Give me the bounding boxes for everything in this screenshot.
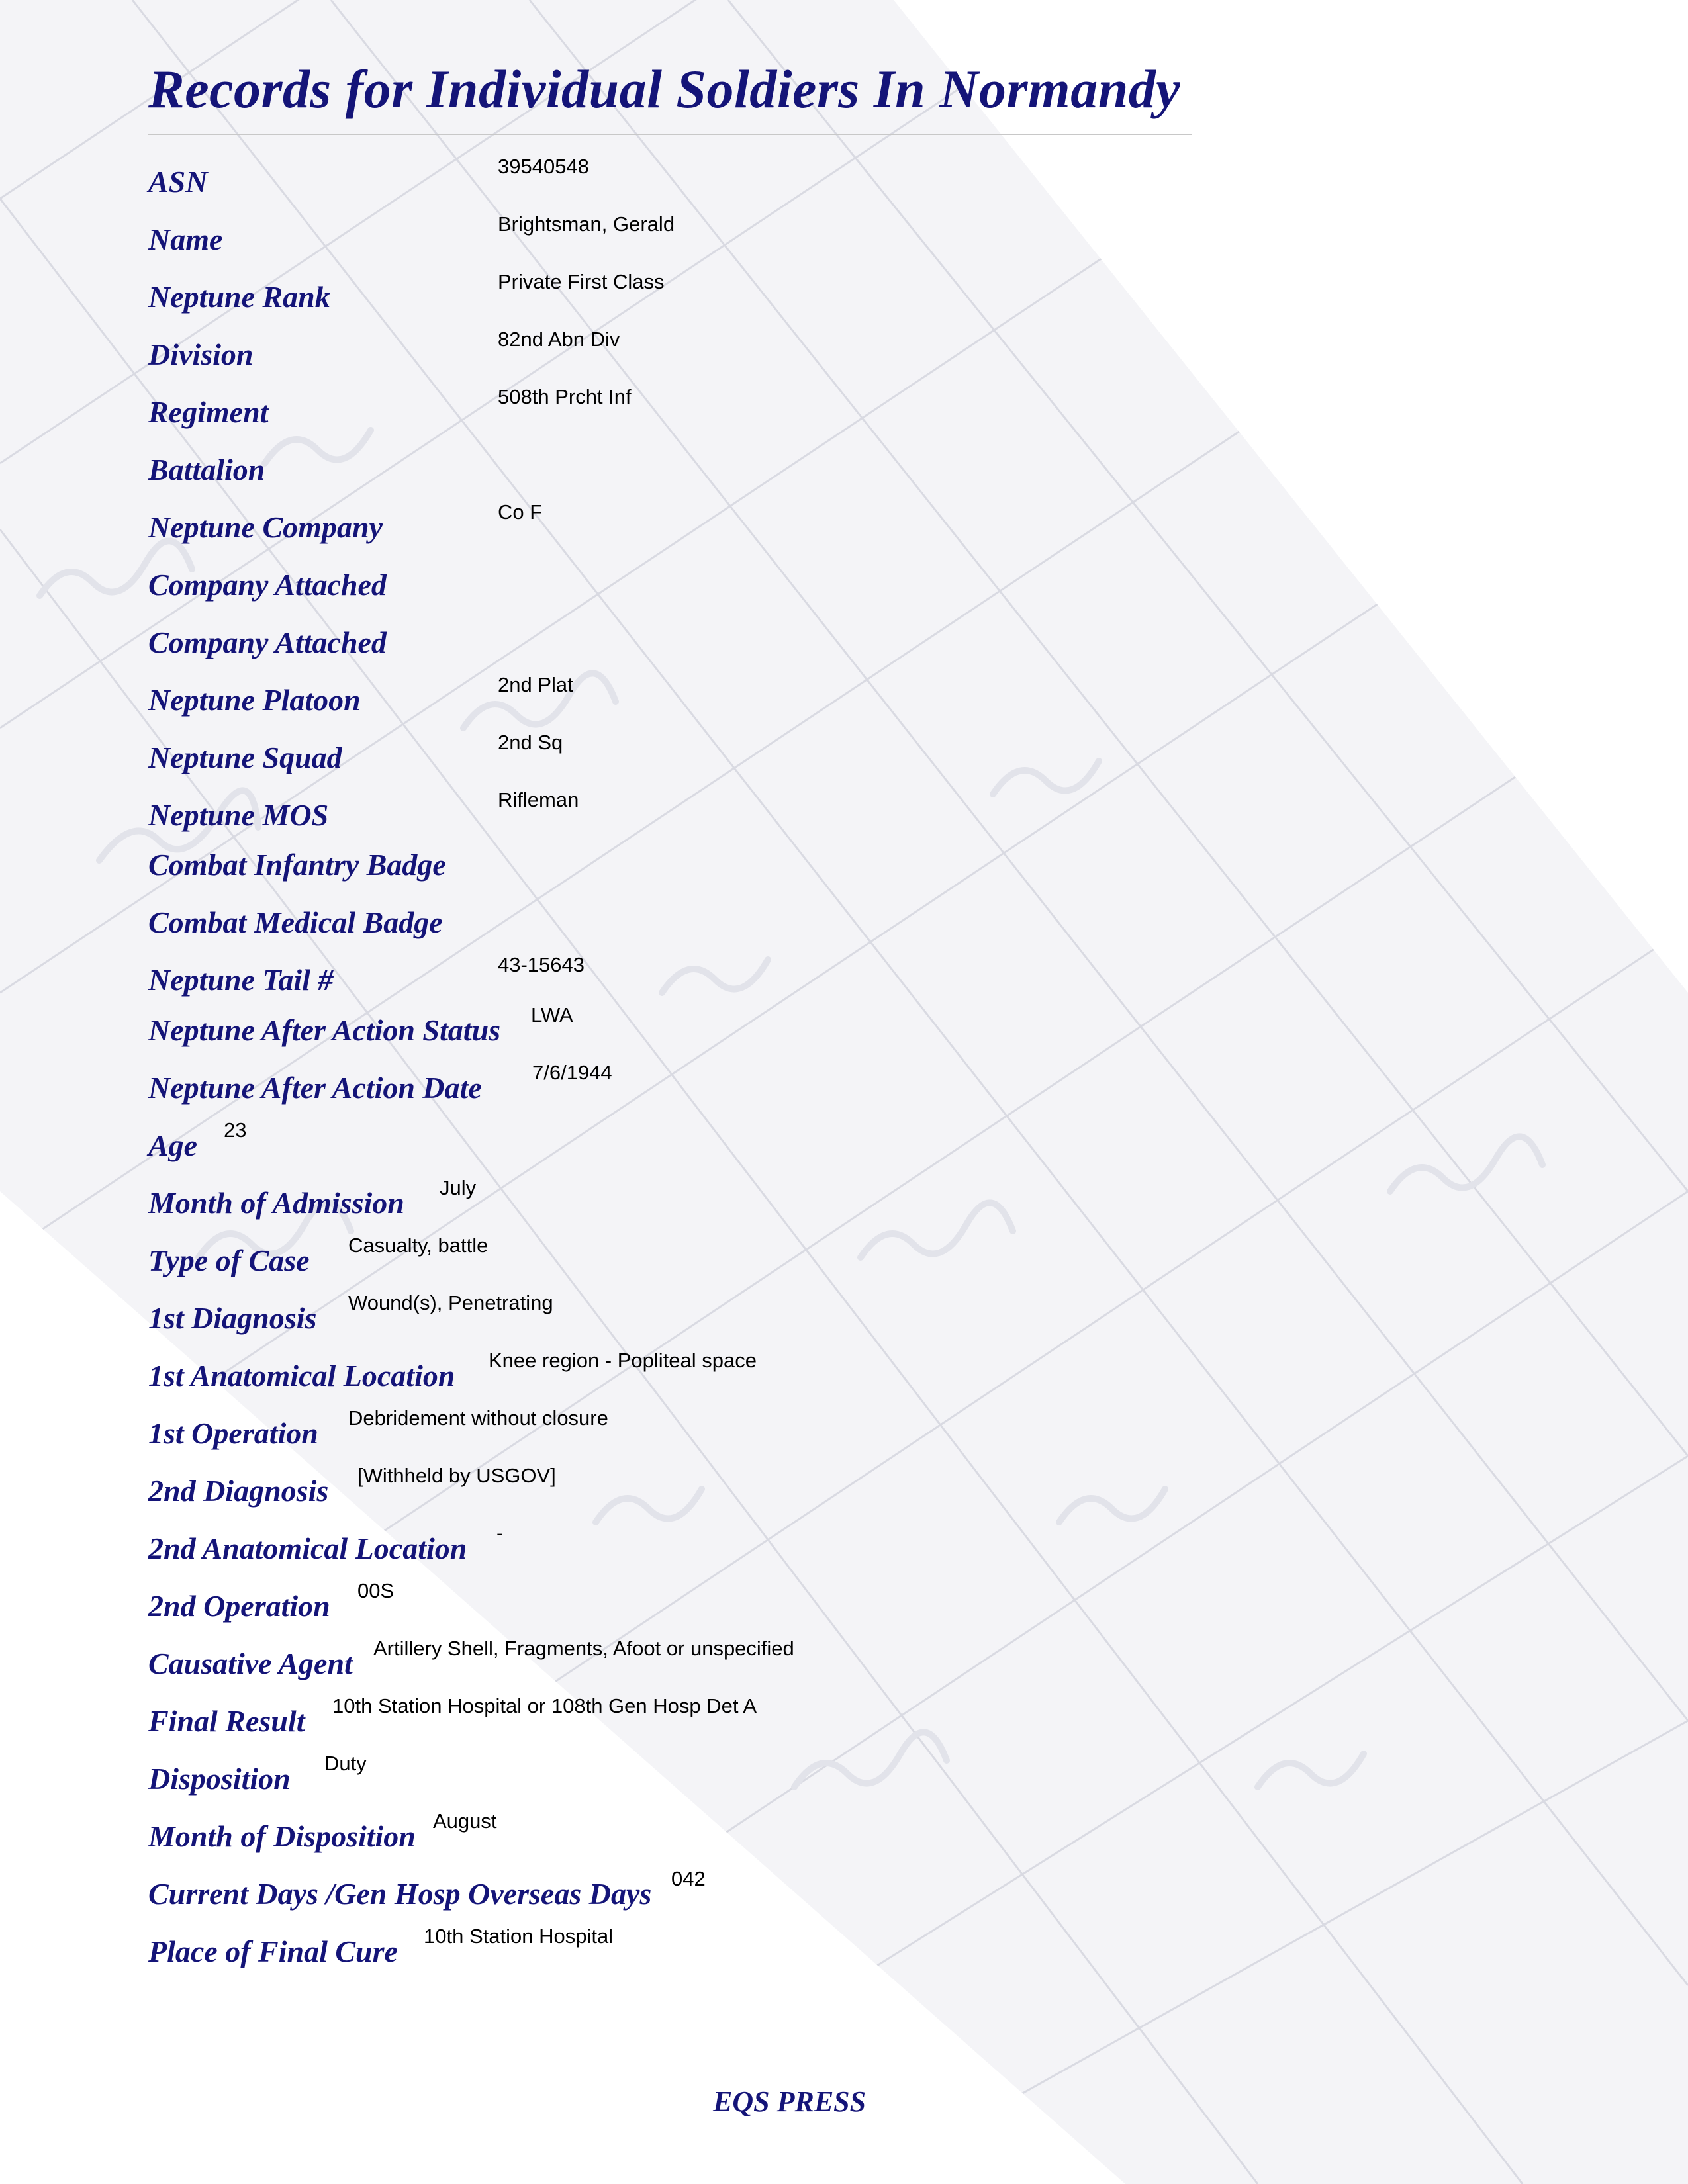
field-label: Neptune Company xyxy=(148,510,383,544)
title-divider xyxy=(148,134,1192,135)
field-value: Co F xyxy=(498,500,543,523)
field-label: Causative Agent xyxy=(148,1647,353,1680)
field-label: Combat Medical Badge xyxy=(148,905,443,939)
field-label: Neptune Rank xyxy=(148,280,330,314)
field-label: 2nd Operation xyxy=(148,1589,330,1623)
field-label: Neptune Tail # xyxy=(148,963,334,997)
field-label: Month of Disposition xyxy=(148,1819,416,1853)
field-value: Rifleman xyxy=(498,788,579,811)
field-value: Casualty, battle xyxy=(348,1234,489,1257)
field-label: Company Attached xyxy=(148,625,387,659)
field-label: 1st Anatomical Location xyxy=(148,1359,455,1392)
field-value: 042 xyxy=(671,1867,706,1890)
page-title: Records for Individual Soldiers In Normandy xyxy=(148,59,1181,119)
field-label: 1st Diagnosis xyxy=(148,1301,317,1335)
field-value: Artillery Shell, Fragments, Afoot or unspecified xyxy=(373,1637,794,1660)
field-value: Brightsman, Gerald xyxy=(498,212,675,236)
field-label: Neptune Platoon xyxy=(148,683,361,717)
field-label: 2nd Anatomical Location xyxy=(148,1531,467,1565)
field-label: 2nd Diagnosis xyxy=(148,1474,329,1508)
field-value: July xyxy=(440,1176,477,1199)
field-value: LWA xyxy=(531,1003,573,1026)
field-label: Month of Admission xyxy=(148,1186,404,1220)
field-label: 1st Operation xyxy=(148,1416,318,1450)
field-label: Battalion xyxy=(148,453,265,486)
field-label: Neptune After Action Status xyxy=(148,1013,501,1047)
field-label: Final Result xyxy=(148,1704,305,1738)
field-value: August xyxy=(433,1809,497,1833)
field-value: - xyxy=(496,1522,504,1545)
field-value: 2nd Plat xyxy=(498,673,573,696)
field-value: 10th Station Hospital xyxy=(424,1925,614,1948)
field-value: 39540548 xyxy=(498,155,589,178)
field-label: Division xyxy=(148,338,254,371)
field-label: Age xyxy=(148,1128,198,1162)
field-value: Debridement without closure xyxy=(348,1406,608,1430)
field-label: Place of Final Cure xyxy=(148,1934,398,1968)
field-label: Combat Infantry Badge xyxy=(148,848,446,882)
field-label: Neptune After Action Date xyxy=(148,1071,482,1105)
field-value: Private First Class xyxy=(498,270,665,293)
field-label: ASN xyxy=(148,165,208,199)
field-value: 43-15643 xyxy=(498,953,585,976)
field-value: 10th Station Hospital or 108th Gen Hosp Det A xyxy=(332,1694,757,1717)
field-label: Current Days /Gen Hosp Overseas Days xyxy=(148,1877,652,1911)
field-label: Neptune MOS xyxy=(148,798,329,832)
field-value: 00S xyxy=(357,1579,395,1602)
field-value: 82nd Abn Div xyxy=(498,328,620,351)
field-label: Name xyxy=(148,222,223,256)
field-value: Duty xyxy=(324,1752,367,1775)
field-value: 508th Prcht Inf xyxy=(498,385,632,408)
publisher-footer: EQS PRESS xyxy=(713,2085,867,2118)
field-value: Wound(s), Penetrating xyxy=(348,1291,553,1314)
field-label: Disposition xyxy=(148,1762,291,1796)
field-value: 23 xyxy=(224,1118,247,1142)
field-label: Company Attached xyxy=(148,568,387,602)
field-value: [Withheld by USGOV] xyxy=(357,1464,556,1487)
field-value: 7/6/1944 xyxy=(532,1061,612,1084)
field-value: Knee region - Popliteal space xyxy=(489,1349,757,1372)
field-label: Regiment xyxy=(148,395,269,429)
field-value: 2nd Sq xyxy=(498,731,563,754)
field-label: Type of Case xyxy=(148,1244,310,1277)
field-label: Neptune Squad xyxy=(148,741,342,774)
